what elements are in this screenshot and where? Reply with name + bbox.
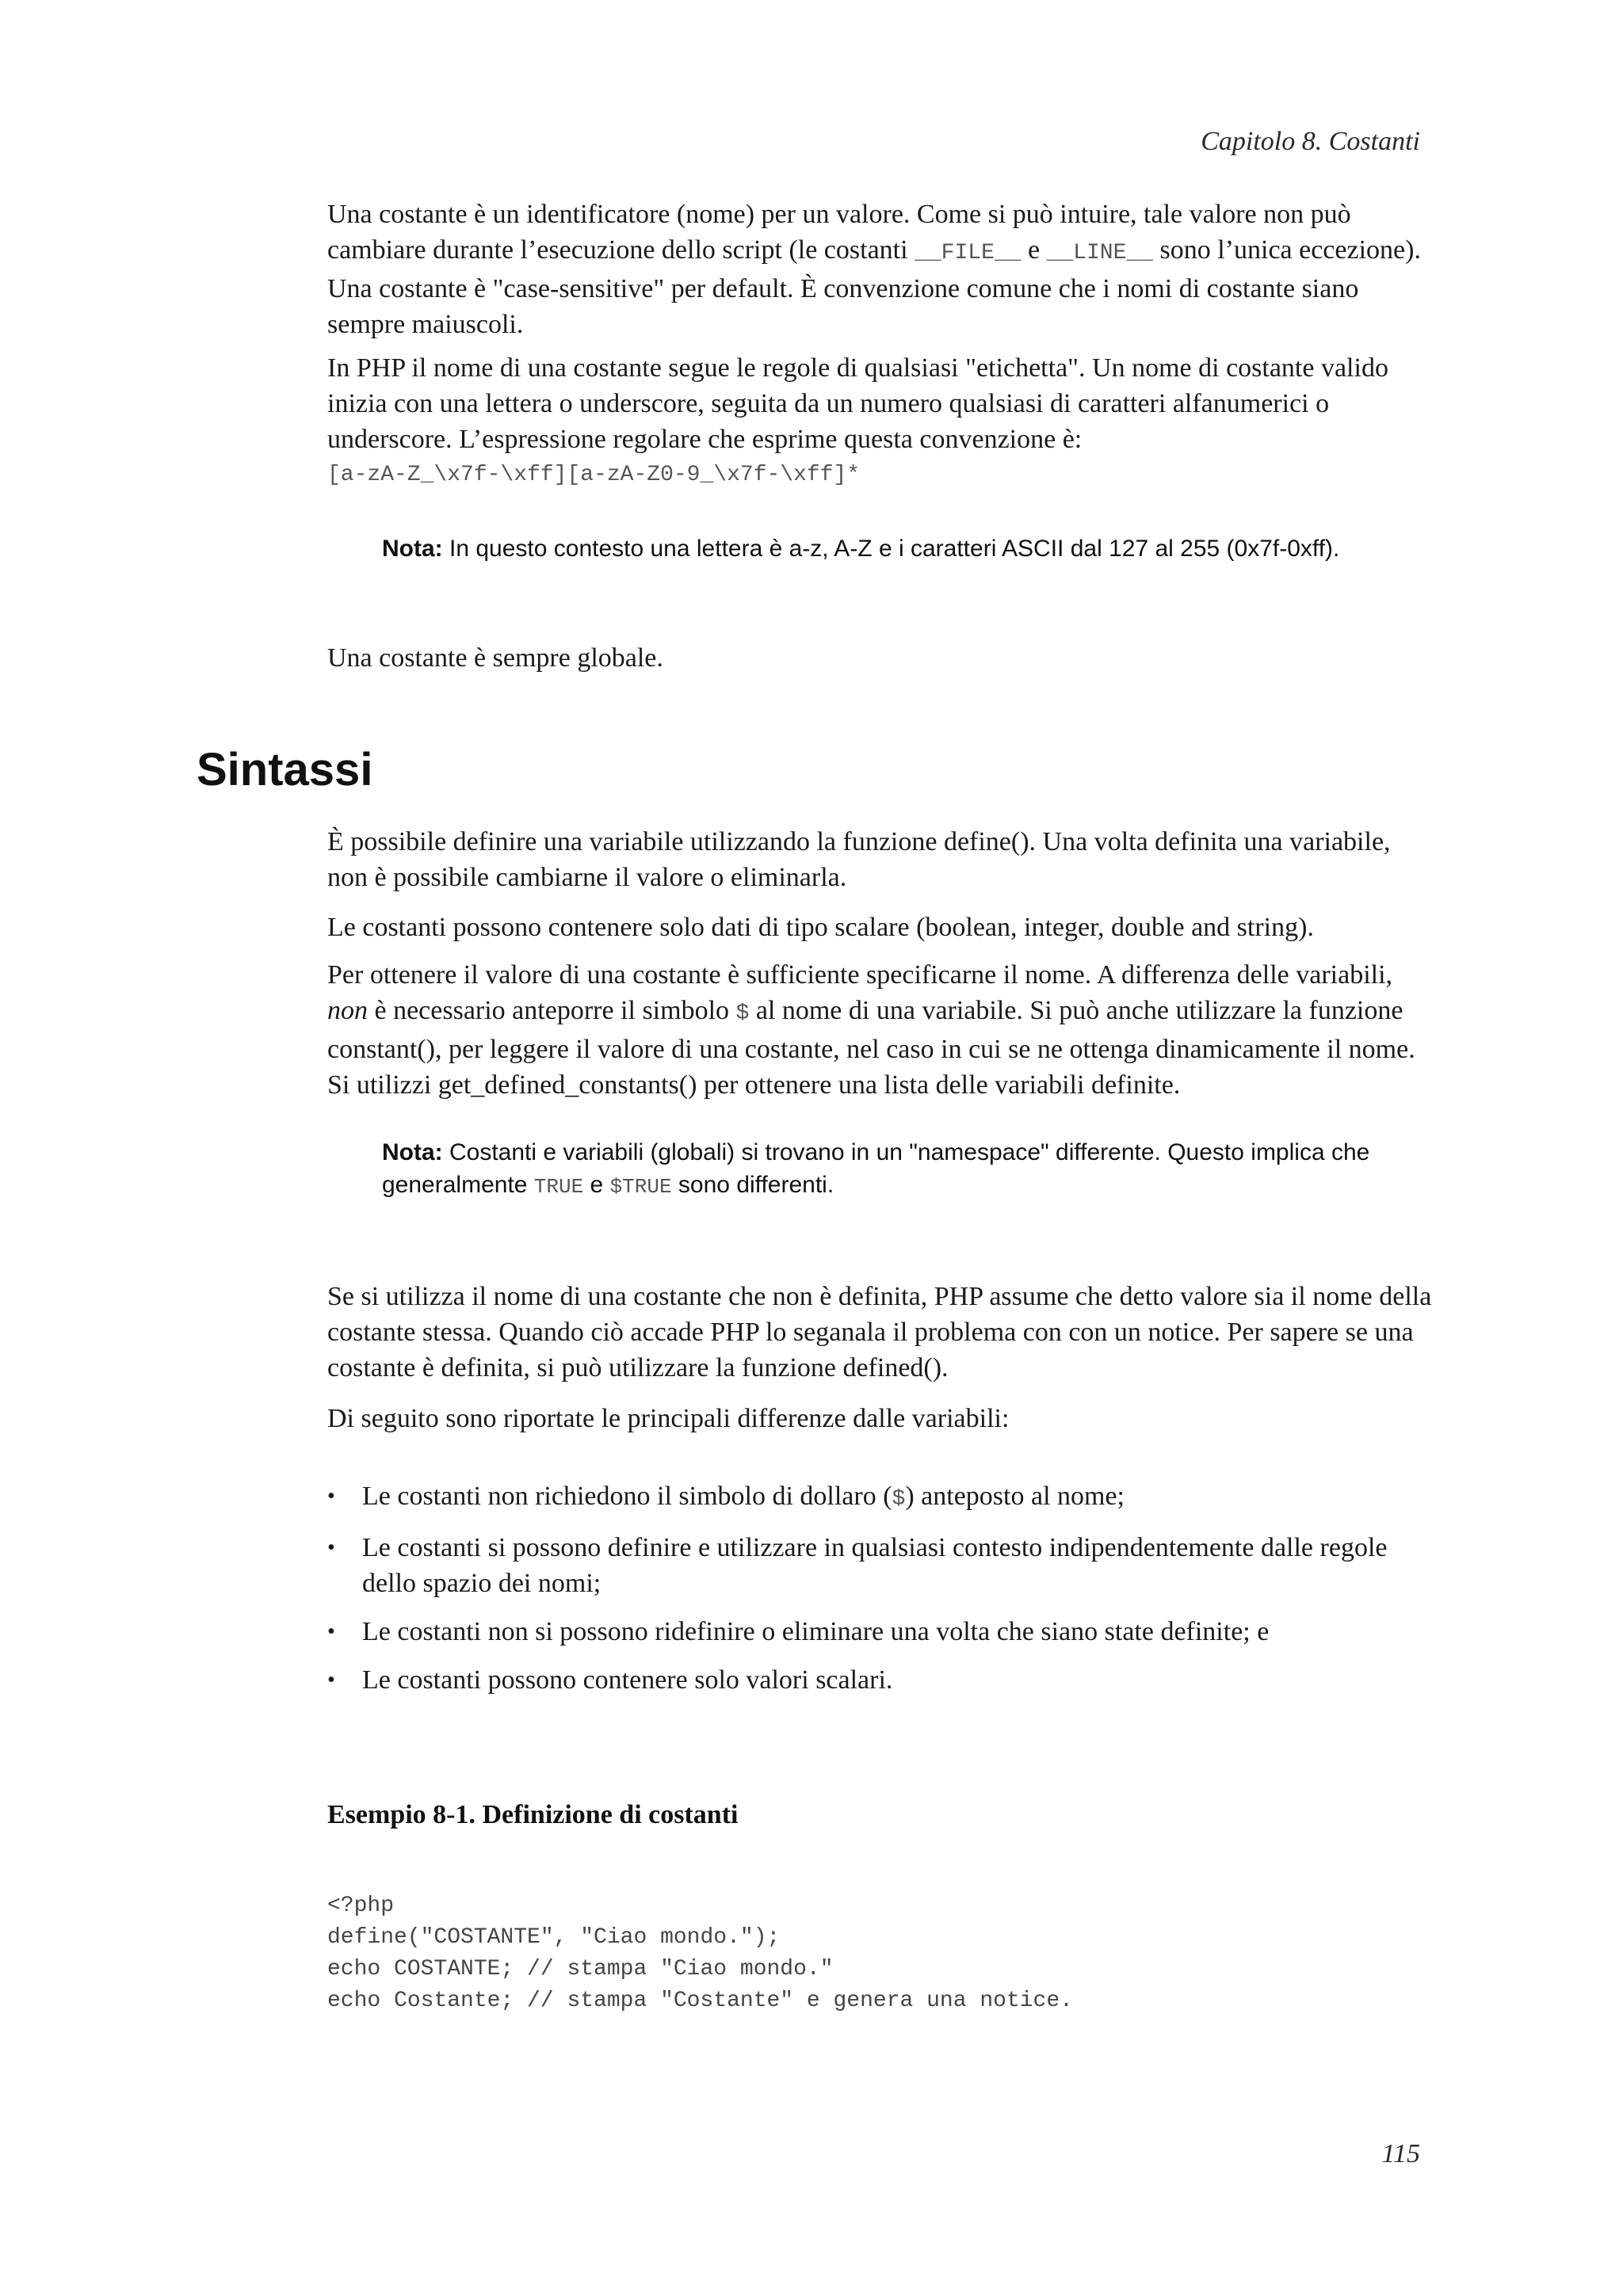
code-dollar-true: $TRUE (609, 1175, 672, 1199)
note-namespace: Nota: Costanti e variabili (globali) si trovano in un "namespace" differente. Questo implica che generalmente TRUE e $TRUE sono differenti. (382, 1139, 1370, 1199)
intro-paragraph-2: In PHP il nome di una costante segue le regole di qualsiasi "etichetta". Un nome di costante valido inizia con una lettera o underscore, seguita da un numero qualsiasi di caratteri alfanumerici o underscore. L’espressione regolare che esprime questa convenzione è: [a-zA-Z_\x7f-\xff][a-zA-Z0-9_\x7f-\xff]* (327, 350, 1437, 493)
bullet-glyph: • (327, 1484, 335, 1508)
list-item: • Le costanti non richiedono il simbolo di dollaro ($) anteposto al nome; (327, 1478, 1437, 1517)
page-number: 115 (1381, 2139, 1420, 2168)
regex-expression: [a-zA-Z_\x7f-\xff][a-zA-Z0-9_\x7f-\xff]* (327, 463, 861, 487)
bullet-glyph: • (327, 1668, 335, 1692)
syntax-paragraph-3: Per ottenere il valore di una costante è sufficiente specificarne il nome. A differenza delle variabili, non è necessario anteporre il simbolo $ al nome di una variabile. Si può anche utilizzare la funzione constant(), per leggere il valore di una costante, nel caso in cui se ne ottenga dinamicamente il nome. Si utilizzi get_defined_constants() per ottenere una lista delle variabili definite. (327, 960, 1415, 1100)
emphasis-non: non (327, 996, 368, 1025)
note-letter-definition: Nota: In questo contesto una lettera è a-z, A-Z e i caratteri ASCII dal 127 al 255 (0x7f-0xff). (382, 536, 1340, 562)
syntax-paragraph-4: Se si utilizza il nome di una costante che non è definita, PHP assume che detto valore sia il nome della costante stessa. Quando ciò accade PHP lo seganala il problema con con un notice. Per sapere se una costante è definita, si può utilizzare la funzione defined(). (327, 1282, 1432, 1383)
syntax-paragraph-1: È possibile definire una variabile utilizzando la funzione define(). Una volta definita una variabile, non è possibile cambiarne il valore o eliminarla. (327, 827, 1391, 892)
intro-paragraph-3: Una costante è sempre globale. (327, 643, 663, 673)
code-file-constant: __FILE__ (915, 241, 1022, 265)
syntax-paragraph-5: Di seguito sono riportate le principali differenze dalle variabili: (327, 1404, 1010, 1433)
intro-paragraph-1: Una costante è un identificatore (nome) per un valore. Come si può intuire, tale valore non può cambiare durante l’esecuzione dello script (le costanti __FILE__ e __LINE__ sono l’unica eccezione). Una costante è "case-sensitive" per default. È convenzione comune che i nomi di costante siano sempre maiuscoli. (327, 200, 1421, 339)
example-title: Esempio 8-1. Definizione di costanti (327, 1800, 739, 1829)
code-true: TRUE (533, 1175, 584, 1199)
running-head: Capitolo 8. Costanti (1201, 127, 1420, 156)
differences-list (327, 1478, 1437, 1698)
note-label: Nota: (382, 1139, 443, 1165)
list-item: • Le costanti si possono definire e utilizzare in qualsiasi contesto indipendentemente dalle regole dello spazio dei nomi; (327, 1530, 1437, 1601)
note-label: Nota: (382, 536, 443, 562)
bullet-glyph: • (327, 1535, 335, 1560)
syntax-paragraph-2: Le costanti possono contenere solo dati di tipo scalare (boolean, integer, double and string). (327, 913, 1314, 942)
bullet-glyph: • (327, 1619, 335, 1644)
code-example: <?php define("COSTANTE", "Ciao mondo."); echo COSTANTE; // stampa "Ciao mondo." echo Costante; // stampa "Costante" e genera una notice. (327, 1894, 1073, 2013)
code-dollar-symbol: $ (892, 1487, 906, 1512)
section-heading: Sintassi (197, 744, 373, 795)
code-line-constant: __LINE__ (1046, 241, 1153, 265)
list-item: • Le costanti possono contenere solo valori scalari. (327, 1662, 1437, 1698)
list-item: • Le costanti non si possono ridefinire o eliminare una volta che siano state definite; e (327, 1614, 1437, 1650)
code-dollar-symbol: $ (735, 1001, 750, 1026)
